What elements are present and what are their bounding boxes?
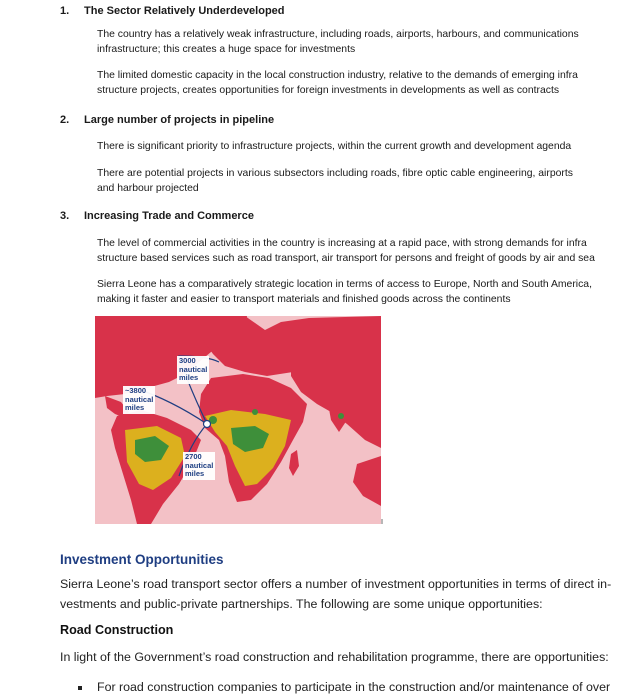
text-line: structure projects, creates opportunities for foreign investments in developments as well as contracts [97, 85, 560, 96]
text-line: There are potential projects in various subsectors including roads, fibre optic cable engineering, airports [97, 168, 573, 179]
road-construction-intro: In light of the Government’s road construction and rehabilitation programme, there are opportunities: [60, 650, 609, 664]
world-map-graphic [95, 316, 381, 524]
text-line: structure based services such as road transport, air transport for persons and freight of goods by air and sea [97, 253, 595, 264]
label-line: 2700 [185, 452, 202, 461]
map-label-3000 [177, 356, 209, 384]
text-line: and harbour projected [97, 183, 199, 194]
sierra-leone-marker [204, 421, 211, 428]
section-3-title: Increasing Trade and Commerce [84, 210, 254, 222]
text-line: The limited domestic capacity in the local construction industry, relative to the demands of emerging infra [97, 70, 578, 81]
forest-patch [338, 413, 344, 419]
section-1-paragraph-2 [97, 68, 578, 98]
forest-patch [252, 409, 258, 415]
section-2-title: Large number of projects in pipeline [84, 114, 275, 126]
label-line: nautical [185, 460, 214, 470]
text-line: Sierra Leone has a comparatively strategic location in terms of access to Europe, North and South America, [97, 279, 592, 290]
label-line: miles [125, 403, 145, 412]
section-1-number: 1. [60, 5, 70, 17]
section-1-title: The Sector Relatively Underdeveloped [84, 5, 285, 17]
section-2-number: 2. [60, 114, 70, 126]
investment-intro [60, 574, 611, 614]
section-1-paragraph-1 [97, 27, 579, 57]
text-line: The level of commercial activities in the country is increasing at a rapid pace, with strong demands for infra [97, 238, 587, 249]
road-construction-bullet: For road construction companies to participate in the construction and/or maintenance of over [97, 680, 611, 694]
section-3-paragraph-1 [97, 236, 595, 266]
label-line: nautical [125, 394, 154, 404]
text-line: Sierra Leone’s road transport sector offers a number of investment opportunities in terms of direct in- [60, 577, 612, 591]
section-3-number: 3. [60, 210, 70, 222]
investment-heading: Investment Opportunities [60, 552, 224, 567]
map-label-3800 [123, 386, 155, 414]
label-line: miles [179, 373, 199, 382]
bullet-marker [78, 686, 82, 690]
label-line: miles [185, 469, 205, 478]
shipping-distance-map [95, 316, 381, 524]
label-line: nautical [179, 364, 208, 374]
section-2-paragraph-2 [97, 166, 573, 196]
road-construction-heading: Road Construction [60, 623, 174, 637]
section-2-paragraph-1 [97, 139, 571, 154]
text-line: making it faster and easier to transport materials and finished goods across the continents [97, 294, 511, 305]
text-line: infrastructure; this creates a huge space for investments [97, 44, 356, 55]
text-line: There is significant priority to infrastructure projects, within the current growth and development agenda [97, 141, 572, 152]
section-3-paragraph-2 [97, 277, 592, 307]
label-line: ~3800 [125, 386, 147, 395]
label-line: 3000 [179, 356, 196, 365]
text-line: The country has a relatively weak infrastructure, including roads, airports, harbours, and communications [97, 29, 579, 40]
map-label-2700 [183, 452, 215, 480]
text-line: vestments and public-private partnerships. The following are some unique opportunities: [60, 597, 543, 611]
